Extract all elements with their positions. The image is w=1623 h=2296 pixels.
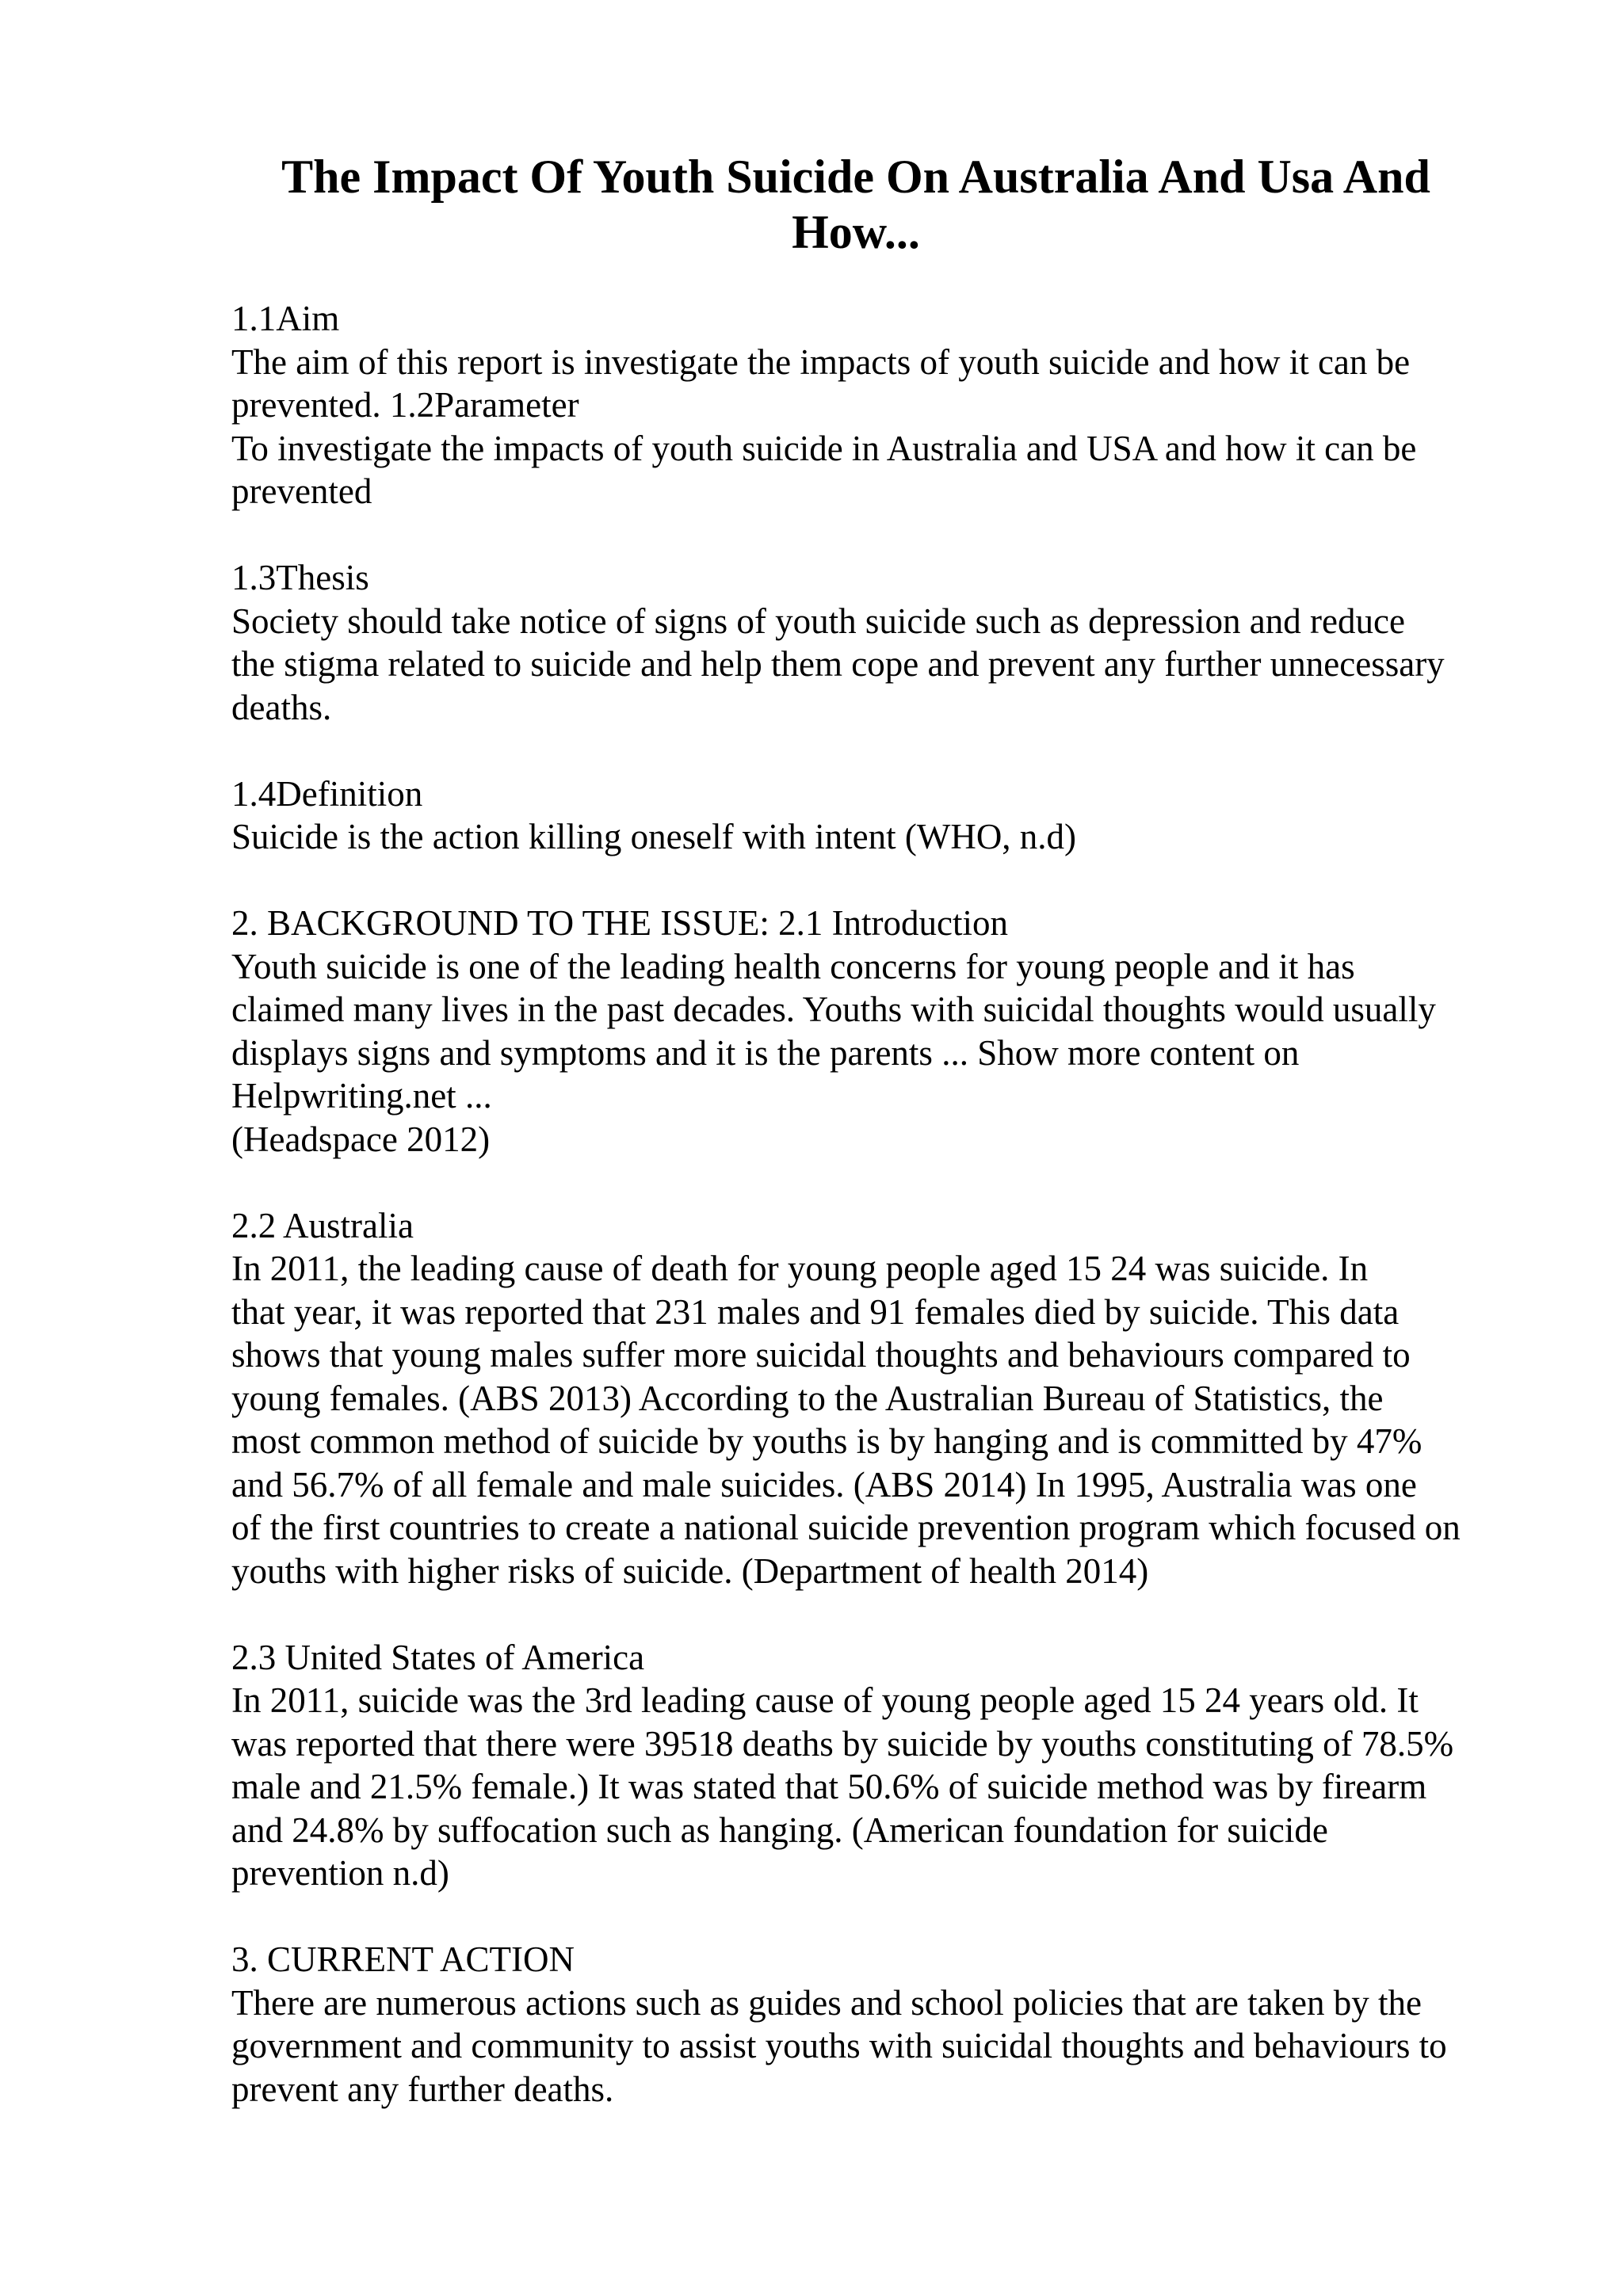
text-line: shows that young males suffer more suicidal thoughts and behaviours compared to bbox=[231, 1335, 1411, 1375]
text-line: most common method of suicide by youths is by hanging and is committed by 47% bbox=[231, 1421, 1423, 1461]
text-line: that year, it was reported that 231 males and 91 females died by suicide. This data bbox=[231, 1291, 1400, 1332]
text-line: government and community to assist youths with suicidal thoughts and behaviours to bbox=[231, 2026, 1447, 2065]
section-aim bbox=[231, 297, 1531, 513]
text-line: prevent any further deaths. bbox=[231, 2069, 614, 2109]
text-line: Youth suicide is one of the leading health concerns for young people and it has bbox=[231, 946, 1355, 986]
text-line: To investigate the impacts of youth suicide in Australia and USA and how it can be bbox=[231, 428, 1417, 468]
section-heading: 1.1Aim bbox=[231, 299, 340, 338]
section-heading: 3. CURRENT ACTION bbox=[231, 1939, 575, 1979]
text-line: (Headspace 2012) bbox=[231, 1119, 491, 1159]
section-definition bbox=[231, 772, 1531, 859]
section-spacer bbox=[231, 513, 1531, 557]
text-line: of the first countries to create a national suicide prevention program which focused on bbox=[231, 1508, 1461, 1547]
document-body bbox=[231, 297, 1531, 2111]
text-line: deaths. bbox=[231, 687, 332, 727]
section-heading: 2. BACKGROUND TO THE ISSUE: 2.1 Introduction bbox=[231, 903, 1009, 943]
section-spacer bbox=[231, 1895, 1531, 1939]
section-thesis bbox=[231, 556, 1531, 729]
section-background bbox=[231, 902, 1531, 1161]
text-line: prevented bbox=[231, 471, 372, 511]
text-line: prevention n.d) bbox=[231, 1853, 449, 1893]
text-line: claimed many lives in the past decades. Youths with suicidal thoughts would usually bbox=[231, 990, 1436, 1029]
text-line: displays signs and symptoms and it is the parents ... Show more content on bbox=[231, 1032, 1300, 1073]
text-line: Suicide is the action killing oneself with intent (WHO, n.d) bbox=[231, 817, 1077, 856]
text-line: The aim of this report is investigate the impacts of youth suicide and how it can be bbox=[231, 341, 1411, 382]
section-spacer bbox=[231, 859, 1531, 902]
section-heading: 1.4Definition bbox=[231, 773, 423, 814]
text-line: was reported that there were 39518 deaths by suicide by youths constituting of 78.5% bbox=[231, 1723, 1454, 1764]
text-line: young females. (ABS 2013) According to the Australian Bureau of Statistics, the bbox=[231, 1378, 1384, 1418]
text-line: In 2011, suicide was the 3rd leading cause of young people aged 15 24 years old. It bbox=[231, 1680, 1419, 1720]
text-line: male and 21.5% female.) It was stated that 50.6% of suicide method was by firearm bbox=[231, 1767, 1427, 1806]
section-heading: 2.2 Australia bbox=[231, 1205, 414, 1245]
text-line: youths with higher risks of suicide. (Department of health 2014) bbox=[231, 1550, 1149, 1591]
section-australia bbox=[231, 1204, 1531, 1593]
section-spacer bbox=[231, 729, 1531, 772]
text-line: the stigma related to suicide and help them cope and prevent any further unnecessary bbox=[231, 644, 1445, 684]
text-line: and 56.7% of all female and male suicides. (ABS 2014) In 1995, Australia was one bbox=[231, 1464, 1417, 1505]
section-heading: 2.3 United States of America bbox=[231, 1637, 645, 1677]
text-line: and 24.8% by suffocation such as hanging. (American foundation for suicide bbox=[231, 1810, 1328, 1850]
section-spacer bbox=[231, 1161, 1531, 1204]
text-line: Helpwriting.net ... bbox=[231, 1076, 492, 1116]
section-spacer bbox=[231, 1592, 1531, 1636]
text-line: There are numerous actions such as guides and school policies that are taken by the bbox=[231, 1982, 1423, 2023]
document-title: The Impact Of Youth Suicide On Australia And Usa And How... bbox=[281, 151, 1430, 258]
section-current-action bbox=[231, 1938, 1531, 2111]
text-line: prevented. 1.2Parameter bbox=[231, 385, 579, 425]
text-line: In 2011, the leading cause of death for young people aged 15 24 was suicide. In bbox=[231, 1249, 1369, 1288]
section-heading: 1.3Thesis bbox=[231, 558, 369, 597]
section-usa bbox=[231, 1636, 1531, 1895]
text-line: Society should take notice of signs of youth suicide such as depression and reduce bbox=[231, 601, 1405, 641]
